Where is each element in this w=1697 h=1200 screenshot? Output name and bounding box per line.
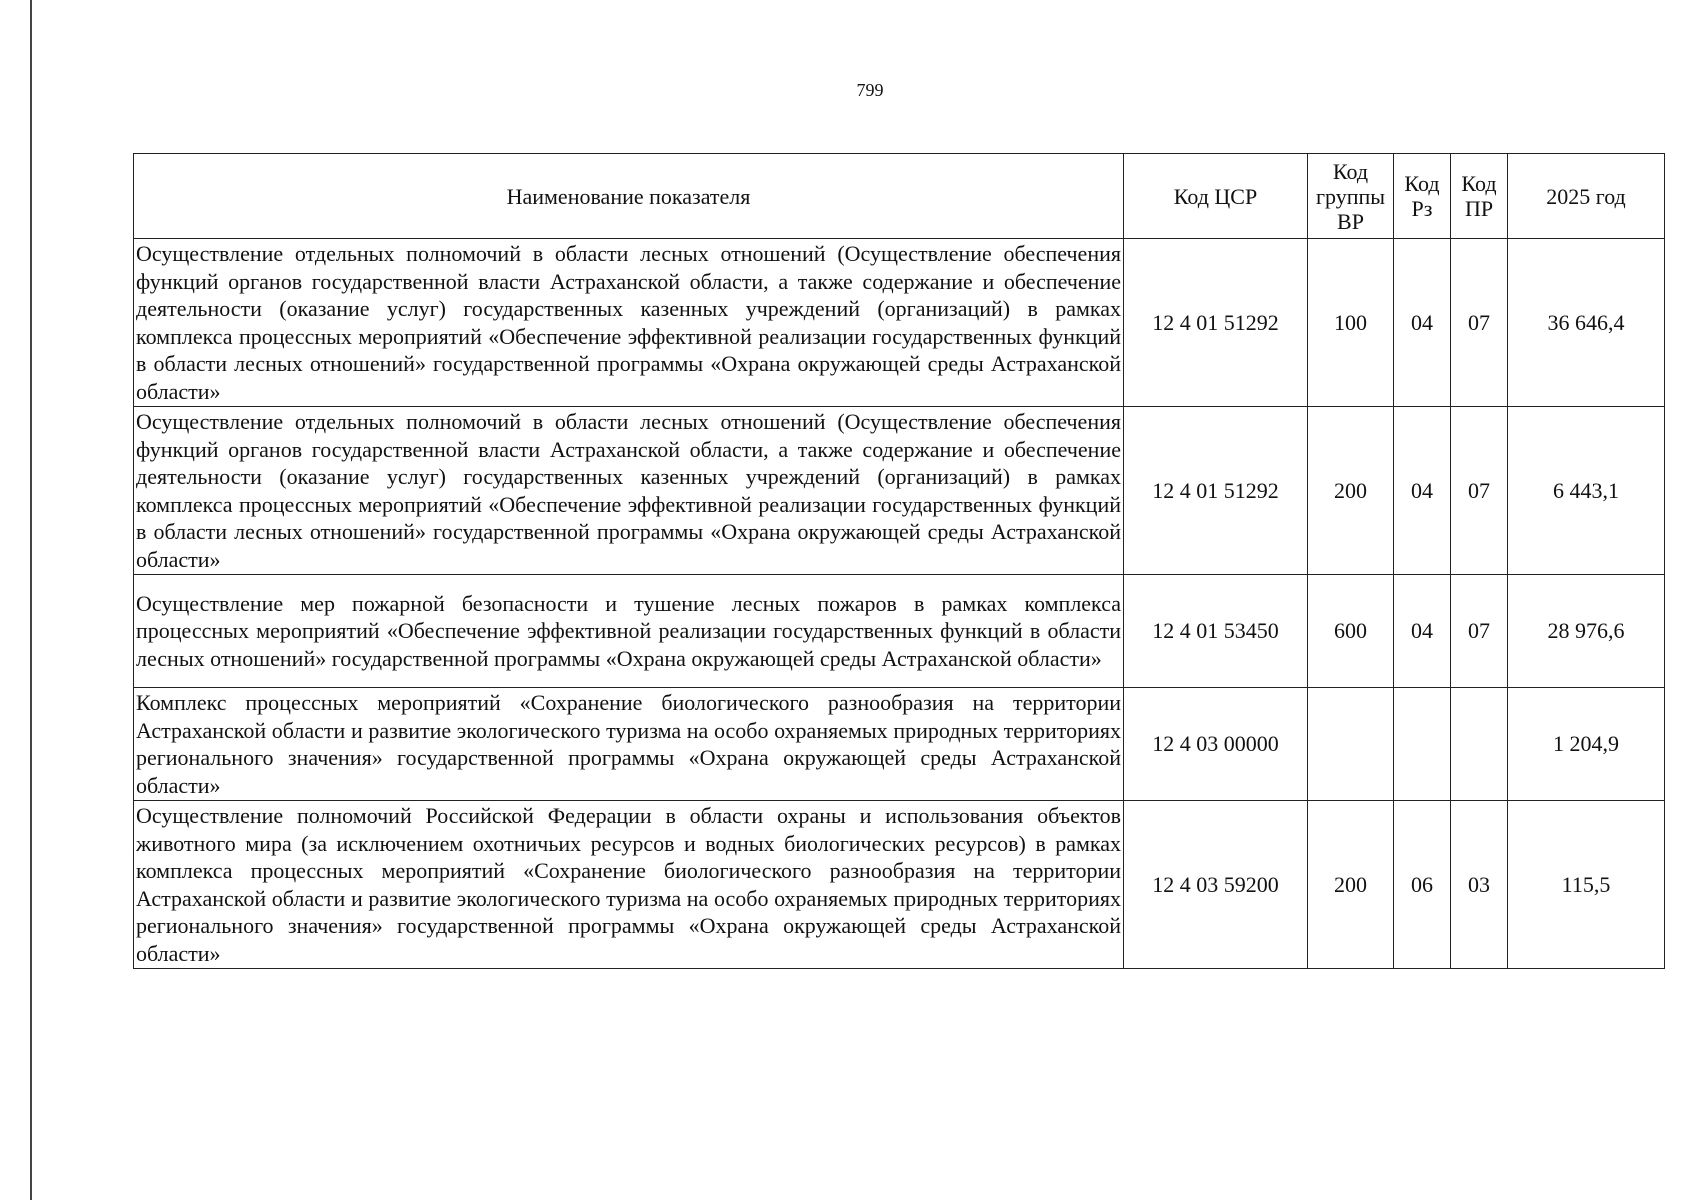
table-row	[134, 407, 1665, 575]
header-csr-code: Код ЦСР	[1124, 154, 1308, 239]
table-row	[134, 801, 1665, 969]
header-pr-code: Код ПР	[1451, 154, 1508, 239]
row-amount: 6 443,1	[1508, 407, 1665, 575]
table-row	[134, 239, 1665, 407]
row-vr-code: 100	[1308, 239, 1394, 407]
row-rz-code	[1394, 688, 1451, 801]
header-year: 2025 год	[1508, 154, 1665, 239]
header-vr-code: Код группы ВР	[1308, 154, 1394, 239]
row-pr-code: 07	[1451, 239, 1508, 407]
row-amount: 1 204,9	[1508, 688, 1665, 801]
row-rz-code: 04	[1394, 407, 1451, 575]
header-rz-code: Код Рз	[1394, 154, 1451, 239]
row-pr-code	[1451, 688, 1508, 801]
table-row	[134, 575, 1665, 688]
row-vr-code	[1308, 688, 1394, 801]
row-vr-code: 200	[1308, 407, 1394, 575]
row-vr-code: 200	[1308, 801, 1394, 969]
row-csr-code: 12 4 03 59200	[1124, 801, 1308, 969]
row-pr-code: 07	[1451, 407, 1508, 575]
page-number: 799	[856, 80, 884, 100]
table-header-row	[134, 154, 1665, 239]
header-name: Наименование показателя	[134, 154, 1124, 239]
row-name: Осуществление отдельных полномочий в области лесных отношений (Осуществление обеспечения функций органов государственной власти Астраханской области, а также содержание и обеспечение деятельности (оказание услуг) государственных казенных учреждений (организаций) в рамках комплекса процессных мероприятий «Обеспечение эффективной реализации государственных функций в области лесных отношений» государственной программы «Охрана окружающей среды Астраханской области»	[134, 239, 1124, 407]
row-pr-code: 03	[1451, 801, 1508, 969]
row-name: Осуществление мер пожарной безопасности и тушение лесных пожаров в рамках комплекса процессных мероприятий «Обеспечение эффективной реализации государственных функций в области лесных отношений» государственной программы «Охрана окружающей среды Астраханской области»	[134, 575, 1124, 688]
row-amount: 28 976,6	[1508, 575, 1665, 688]
row-name: Комплекс процессных мероприятий «Сохранение биологического разнообразия на территории Астраханской области и развитие экологического туризма на особо охраняемых природных территориях регионального значения» государственной программы «Охрана окружающей среды Астраханской области»	[134, 688, 1124, 801]
row-pr-code: 07	[1451, 575, 1508, 688]
row-csr-code: 12 4 01 51292	[1124, 239, 1308, 407]
row-csr-code: 12 4 03 00000	[1124, 688, 1308, 801]
row-csr-code: 12 4 01 51292	[1124, 407, 1308, 575]
table-row	[134, 688, 1665, 801]
binding-edge-line	[30, 0, 32, 1200]
row-vr-code: 600	[1308, 575, 1394, 688]
row-amount: 36 646,4	[1508, 239, 1665, 407]
row-amount: 115,5	[1508, 801, 1665, 969]
row-csr-code: 12 4 01 53450	[1124, 575, 1308, 688]
row-name: Осуществление полномочий Российской Федерации в области охраны и использования объектов животного мира (за исключением охотничьих ресурсов и водных биологических ресурсов) в рамках комплекса процессных мероприятий «Сохранение биологического разнообразия на территории Астраханской области и развитие экологического туризма на особо охраняемых природных территориях регионального значения» государственной программы «Охрана окружающей среды Астраханской области»	[134, 801, 1124, 969]
budget-table	[133, 153, 1665, 969]
row-rz-code: 04	[1394, 239, 1451, 407]
row-rz-code: 06	[1394, 801, 1451, 969]
row-rz-code: 04	[1394, 575, 1451, 688]
row-name: Осуществление отдельных полномочий в области лесных отношений (Осуществление обеспечения функций органов государственной власти Астраханской области, а также содержание и обеспечение деятельности (оказание услуг) государственных казенных учреждений (организаций) в рамках комплекса процессных мероприятий «Обеспечение эффективной реализации государственных функций в области лесных отношений» государственной программы «Охрана окружающей среды Астраханской области»	[134, 407, 1124, 575]
